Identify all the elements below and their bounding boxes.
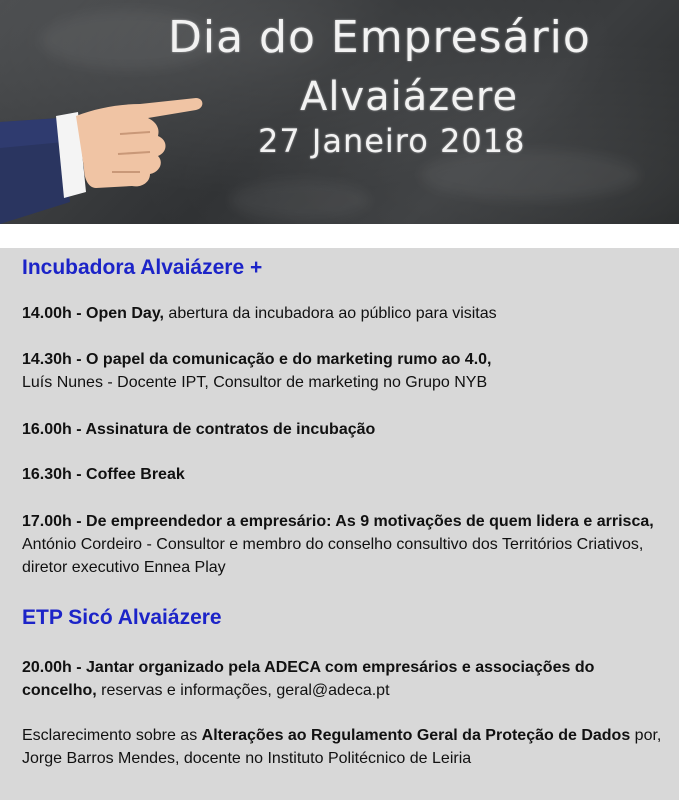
item-description: reservas e informações, geral@adeca.pt (96, 682, 390, 699)
item-description: abertura da incubadora ao público para visitas (163, 305, 497, 322)
item-description: por, Jorge Barros Mendes, docente no Instituto Politécnico de Leiria (22, 727, 662, 767)
banner-date: 27 Janeiro 2018 (258, 122, 526, 160)
program-item (22, 418, 662, 441)
program-item (22, 302, 662, 325)
item-description: António Cordeiro - Consultor e membro do conselho consultivo dos Territórios Criativos, diretor executivo Ennea Play (22, 536, 644, 576)
pointing-hand-icon (0, 82, 210, 224)
program-item (22, 724, 662, 770)
chalkboard-banner (0, 0, 679, 224)
program-item (22, 656, 662, 702)
item-intro: Esclarecimento sobre as (22, 727, 202, 744)
program-item (22, 348, 662, 394)
item-time-title: 14.00h - Open Day, (22, 305, 164, 322)
item-time-title: 16.30h - Coffee Break (22, 466, 185, 483)
program-item (22, 463, 662, 486)
item-description: Luís Nunes - Docente IPT, Consultor de marketing no Grupo NYB (22, 374, 488, 391)
banner-place: Alvaiázere (300, 74, 519, 120)
item-time-title: 14.30h - O papel da comunicação e do marketing rumo ao 4.0, (22, 351, 492, 368)
section-heading-incubadora: Incubadora Alvaiázere + (22, 256, 263, 279)
item-time-title: 17.00h - De empreendedor a empresário: As 9 motivações de quem lidera e arrisca, (22, 513, 654, 530)
item-topic: Alterações ao Regulamento Geral da Proteção de Dados (201, 727, 631, 744)
program-item (22, 510, 662, 579)
section-heading-etp: ETP Sicó Alvaiázere (22, 606, 222, 629)
item-time-title: 16.00h - Assinatura de contratos de incubação (22, 421, 376, 438)
item-time-title: 20.00h - Jantar organizado pela ADECA com empresários e associações do concelho, (22, 659, 595, 699)
banner-title: Dia do Empresário (168, 12, 591, 63)
divider-strip (0, 224, 679, 248)
